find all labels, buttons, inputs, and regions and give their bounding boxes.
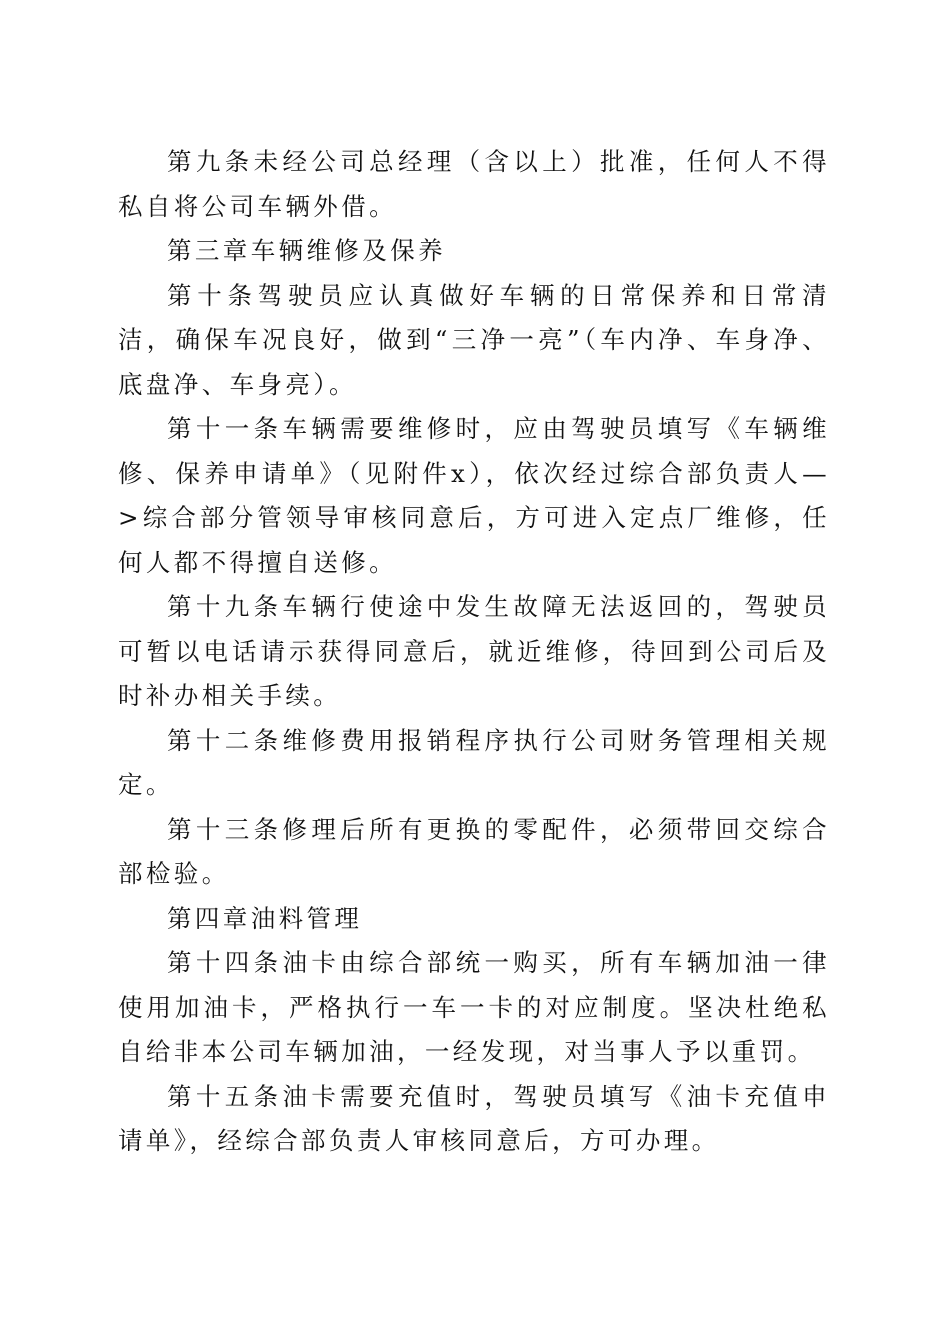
chapter-4-heading: 第四章油料管理 bbox=[167, 903, 363, 933]
article-19: 第十九条车辆行使途中发生故障无法返回的，驾驶员可暂以电话请示获得同意后，就近维修，待回到公司后及时补办相关手续。 bbox=[118, 592, 830, 710]
article-11: 第十一条车辆需要维修时，应由驾驶员填写《车辆维修、保养申请单》（见附件x），依次经过综合部负责人—>综合部分管领导审核同意后，方可进入定点厂维修，任何人都不得擅自送修。 bbox=[118, 414, 830, 577]
article-9: 第九条未经公司总经理（含以上）批准，任何人不得私自将公司车辆外借。 bbox=[118, 147, 830, 221]
article-12: 第十二条维修费用报销程序执行公司财务管理相关规定。 bbox=[118, 725, 830, 799]
chapter-3-heading: 第三章车辆维修及保养 bbox=[167, 236, 446, 265]
document-body bbox=[118, 140, 830, 1164]
article-10: 第十条驾驶员应认真做好车辆的日常保养和日常清洁，确保车况良好，做到“三净一亮”（车内净、车身净、底盘净、车身亮）。 bbox=[118, 280, 830, 399]
article-13: 第十三条修理后所有更换的零配件，必须带回交综合部检验。 bbox=[118, 814, 830, 888]
article-15: 第十五条油卡需要充值时，驾驶员填写《油卡充值申请单》，经综合部负责人审核同意后，方可办理。 bbox=[118, 1081, 830, 1155]
article-14: 第十四条油卡由综合部统一购买，所有车辆加油一律使用加油卡，严格执行一车一卡的对应制度。坚决杜绝私自给非本公司车辆加油，一经发现，对当事人予以重罚。 bbox=[118, 948, 830, 1066]
